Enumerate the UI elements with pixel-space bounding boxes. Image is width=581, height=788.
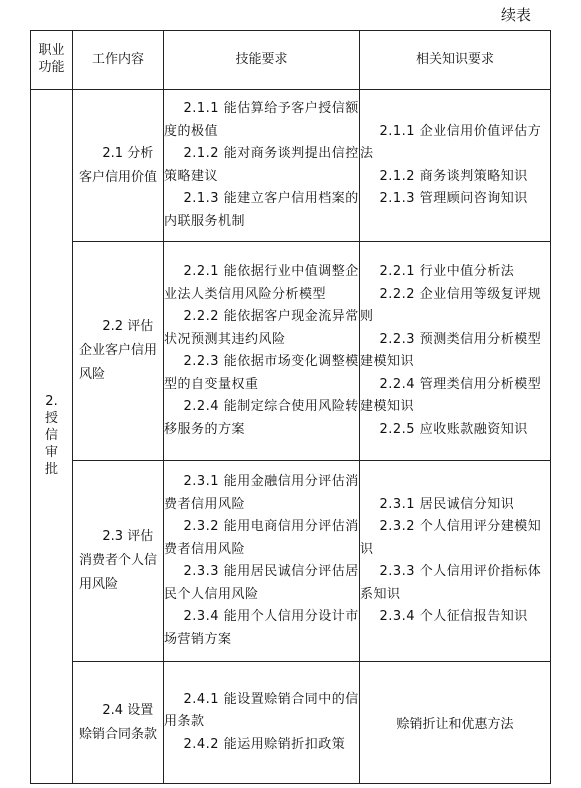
work-cell: 2.4 设置赊销合同条款 — [73, 662, 164, 784]
skill-item: 2.4.1 能设置赊销合同中的信用条款 — [164, 691, 359, 730]
function-name: 2.授信审批 — [44, 393, 58, 477]
knowledge-cell — [360, 242, 551, 461]
knowledge-item: 2.2.5 应收账款融资知识 — [379, 421, 528, 437]
knowledge-cell — [360, 90, 551, 242]
table-row — [31, 90, 551, 242]
knowledge-item: 2.3.4 个人征信报告知识 — [379, 609, 528, 624]
header-function: 职业功能 — [31, 31, 73, 90]
skill-item: 2.3.1 能用金融信用分评估消费者信用风险 — [164, 474, 359, 512]
skill-cell — [164, 90, 360, 242]
table-header-row — [31, 31, 551, 90]
header-skill-requirements: 技能要求 — [164, 31, 360, 90]
knowledge-item: 2.2.1 行业中值分析法 — [379, 264, 515, 279]
skill-item: 2.2.1 能依据行业中值调整企业法人类信用风险分析模型 — [164, 264, 359, 302]
knowledge-item: 2.3.2 个人信用评分建模知识 — [360, 519, 542, 557]
work-cell: 2.1 分析客户信用价值 — [73, 90, 164, 242]
knowledge-item: 2.2.4 管理类信用分析模型建模知识 — [360, 376, 542, 414]
knowledge-cell — [360, 461, 551, 662]
skill-requirements-table — [30, 30, 551, 784]
skill-cell — [164, 242, 360, 461]
knowledge-item: 2.1.1 企业信用价值评估方法 — [360, 123, 542, 161]
knowledge-item: 2.2.3 预测类信用分析模型建模知识 — [360, 331, 542, 369]
table-row — [31, 461, 551, 662]
work-cell: 2.3 评估消费者个人信用风险 — [73, 461, 164, 662]
knowledge-item: 2.2.2 企业信用等级复评规则 — [360, 286, 542, 324]
skill-item: 2.1.3 能建立客户信用档案的内联服务机制 — [164, 191, 359, 229]
knowledge-item: 2.3.1 居民诚信分知识 — [379, 496, 515, 512]
skill-item: 2.1.1 能估算给予客户授信额度的极值 — [164, 101, 359, 139]
header-work-content: 工作内容 — [73, 31, 164, 90]
knowledge-item: 2.3.3 个人信用评价指标体系知识 — [360, 564, 542, 602]
skill-item: 2.2.2 能依据客户现金流异常状况预测其违约风险 — [164, 309, 359, 347]
continued-label: 续表 — [500, 6, 531, 24]
skill-item: 2.3.2 能用电商信用分评估消费者信用风险 — [164, 519, 359, 557]
function-cell — [31, 90, 73, 784]
table-row — [31, 242, 551, 461]
skill-cell — [164, 461, 360, 662]
skill-item: 2.3.4 能用个人信用分设计市场营销方案 — [164, 609, 359, 647]
skill-cell — [164, 662, 360, 784]
knowledge-item: 赊销折让和优惠方法 — [396, 717, 514, 732]
header-knowledge-requirements: 相关知识要求 — [360, 31, 551, 90]
skill-item: 2.4.2 能运用赊销折扣政策 — [183, 736, 346, 752]
skill-item: 2.1.2 能对商务谈判提出信控策略建议 — [164, 146, 359, 184]
skill-item: 2.2.3 能依据市场变化调整模型的自变量权重 — [164, 354, 359, 392]
skill-item: 2.2.4 能制定综合使用风险转移服务的方案 — [164, 399, 359, 437]
table-row — [31, 662, 551, 784]
knowledge-item: 2.1.2 商务谈判策略知识 — [379, 168, 528, 184]
skill-item: 2.3.3 能用居民诚信分评估居民个人信用风险 — [164, 564, 359, 602]
knowledge-item: 2.1.3 管理顾问咨询知识 — [379, 191, 528, 206]
work-cell: 2.2 评估企业客户信用风险 — [73, 242, 164, 461]
knowledge-cell — [360, 662, 551, 784]
